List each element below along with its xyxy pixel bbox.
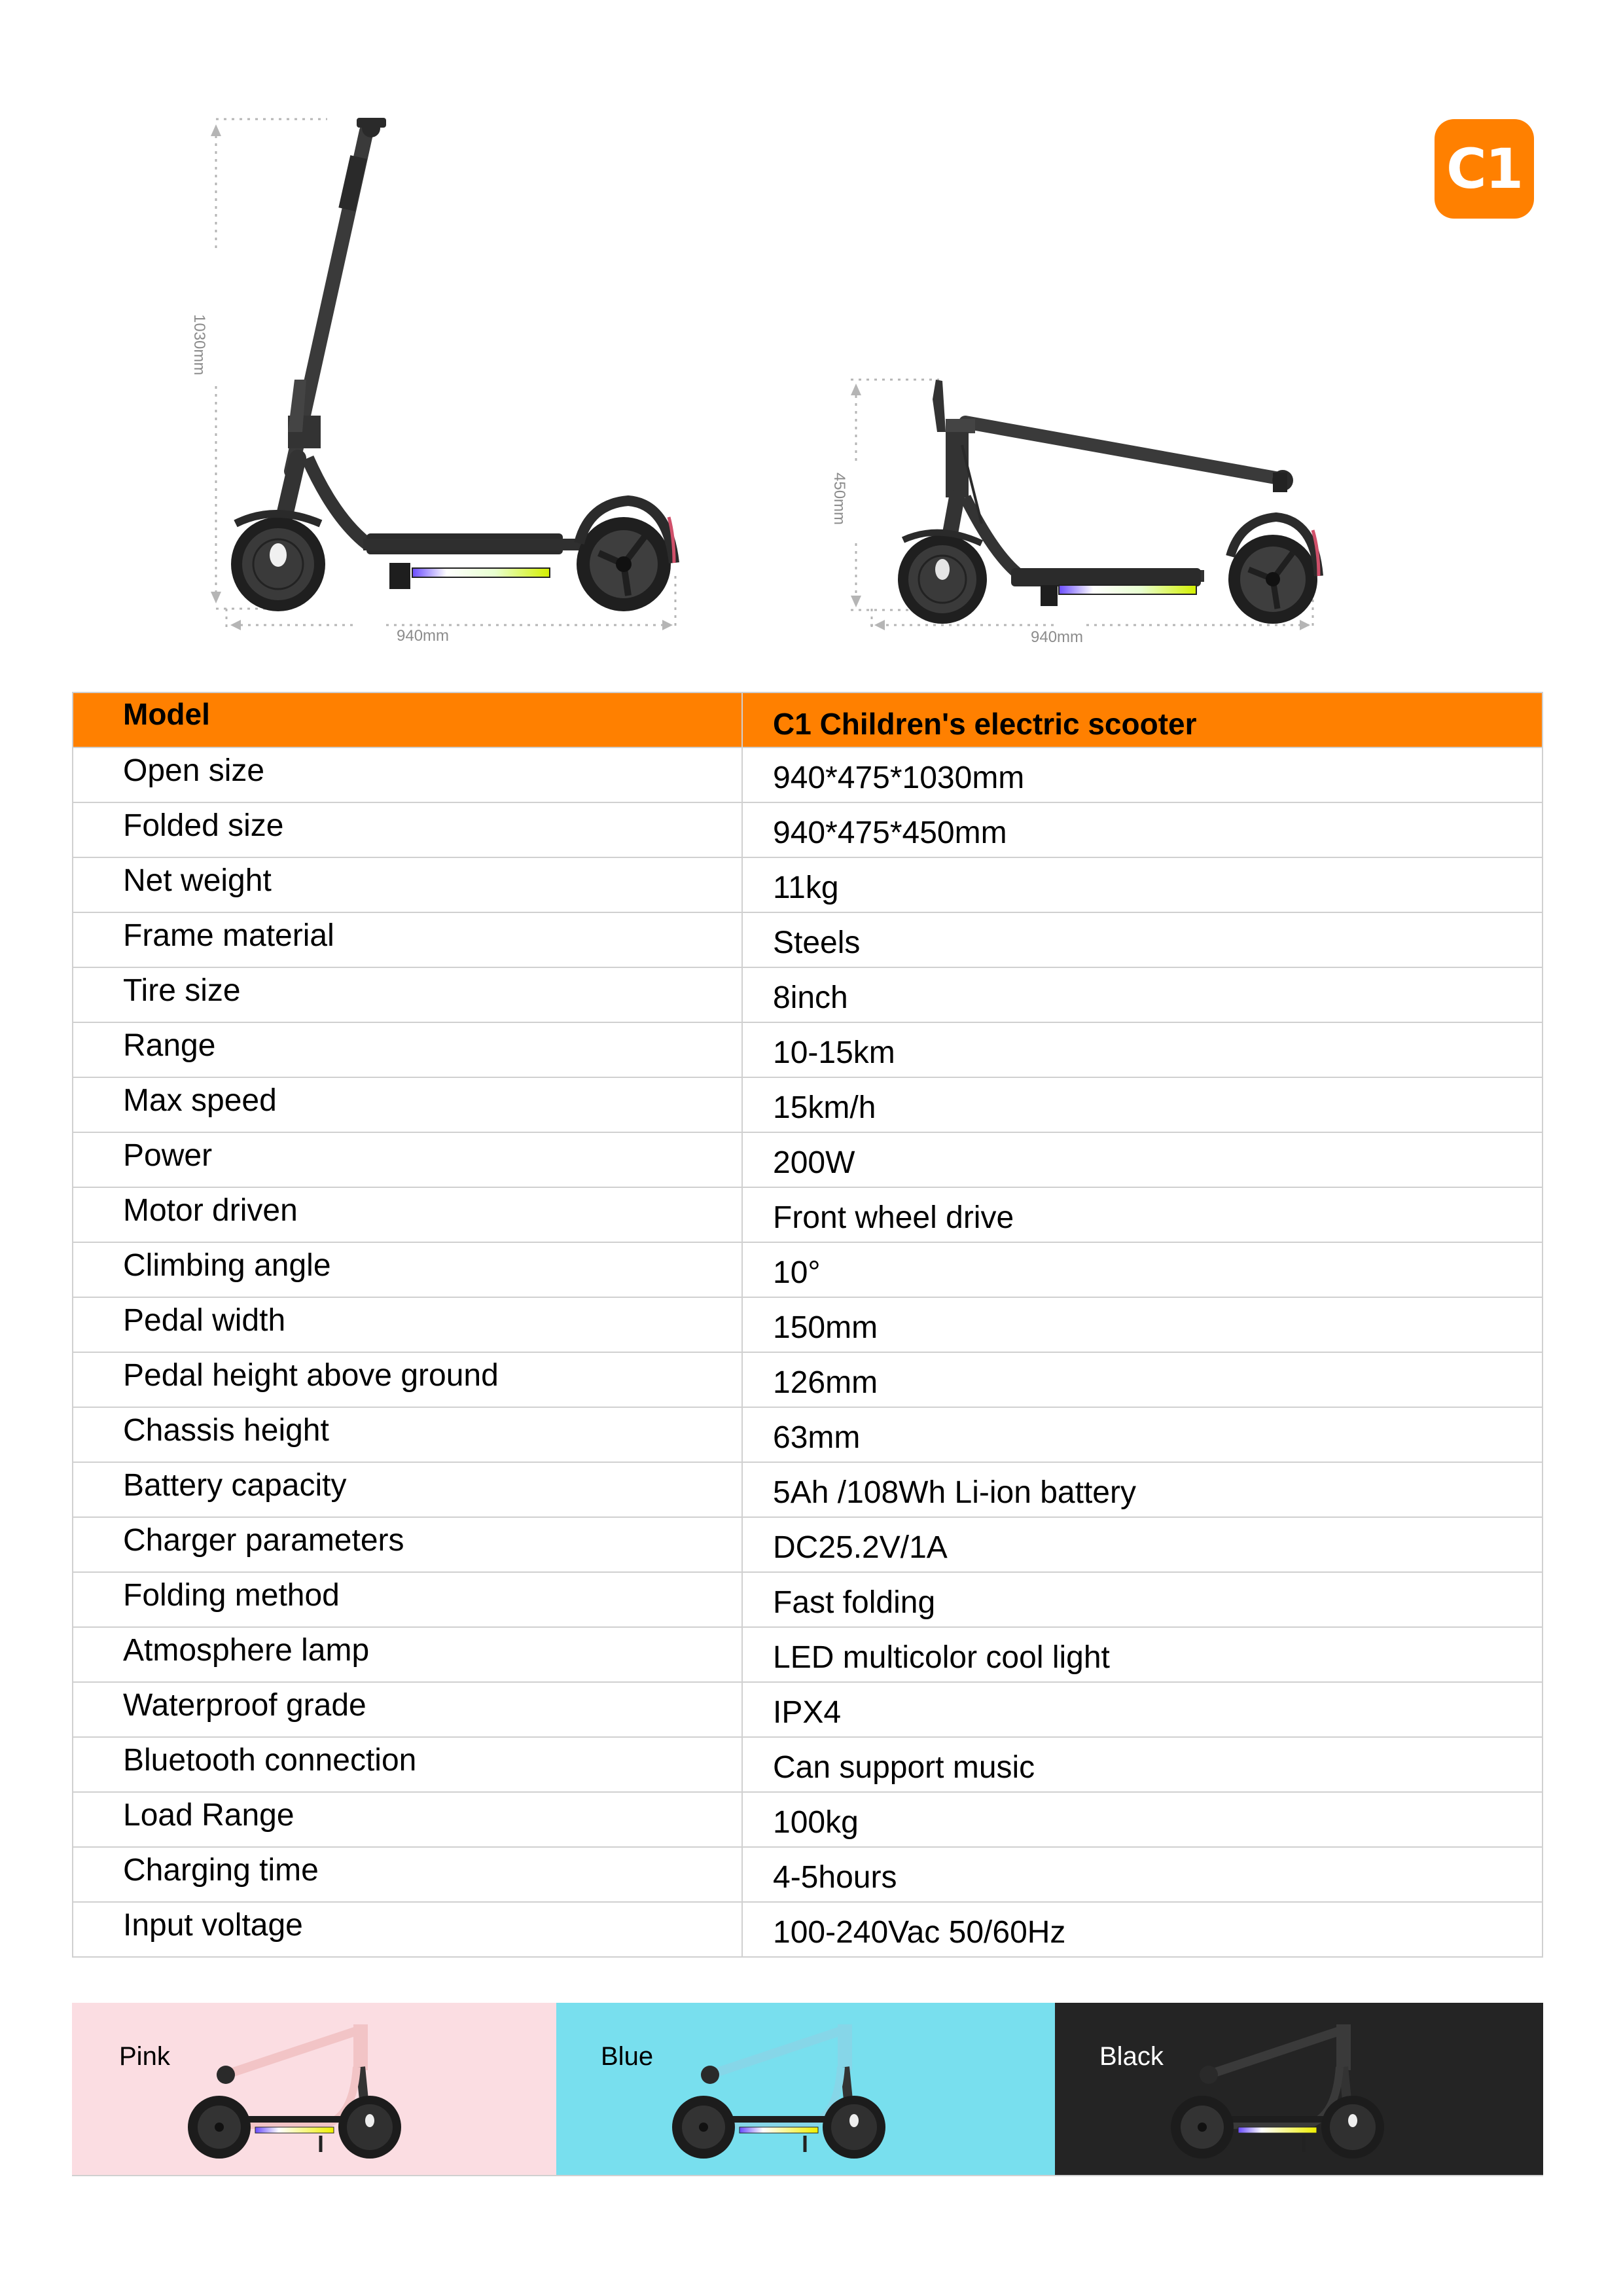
spec-label: Net weight — [123, 863, 272, 898]
spec-row — [73, 1132, 1543, 1187]
spec-label: Climbing angle — [123, 1248, 331, 1283]
spec-row — [73, 1572, 1543, 1627]
spec-value: Fast folding — [773, 1585, 936, 1620]
spec-value: DC25.2V/1A — [773, 1530, 948, 1565]
spec-label: Folded size — [123, 808, 284, 843]
spec-value-cell — [742, 1297, 1543, 1352]
spec-label-cell — [73, 1792, 742, 1847]
spec-table-header — [73, 692, 1543, 747]
folded-scooter-diagram — [785, 327, 1342, 655]
spec-row — [73, 1627, 1543, 1682]
spec-label: Bluetooth connection — [123, 1743, 417, 1778]
unfolded-height-label: 1030mm — [190, 314, 208, 376]
spec-row — [73, 1242, 1543, 1297]
spec-label-cell — [73, 747, 742, 802]
spec-label: Power — [123, 1138, 213, 1173]
spec-label-cell — [73, 1132, 742, 1187]
model-badge — [1435, 119, 1534, 219]
spec-value: 940*475*450mm — [773, 816, 1007, 850]
spec-value: Front wheel drive — [773, 1200, 1014, 1235]
header-value: C1 Children's electric scooter — [773, 707, 1197, 741]
spec-value: 63mm — [773, 1420, 861, 1455]
spec-value: 940*475*1030mm — [773, 761, 1025, 795]
scooter-image — [154, 2008, 468, 2172]
spec-value-cell — [742, 1902, 1543, 1957]
folded-length-label: 940mm — [1031, 628, 1084, 646]
spec-value: 150mm — [773, 1310, 878, 1345]
spec-row — [73, 747, 1543, 802]
spec-label-cell — [73, 1517, 742, 1572]
color-label-black: Black — [1099, 2042, 1164, 2071]
spec-label-cell — [73, 1627, 742, 1682]
spec-value: 4-5hours — [773, 1860, 897, 1895]
spec-row — [73, 1297, 1543, 1352]
spec-label: Pedal height above ground — [123, 1358, 499, 1393]
spec-label: Frame material — [123, 918, 334, 953]
spec-label: Open size — [123, 753, 265, 788]
spec-value: 100kg — [773, 1805, 859, 1840]
spec-value-cell — [742, 1022, 1543, 1077]
spec-value-cell — [742, 747, 1543, 802]
spec-label-cell — [73, 1187, 742, 1242]
spec-label-cell — [73, 1297, 742, 1352]
spec-row — [73, 1517, 1543, 1572]
spec-value: 10° — [773, 1255, 821, 1290]
spec-row — [73, 1352, 1543, 1407]
spec-label-cell — [73, 1462, 742, 1517]
color-label-blue: Blue — [601, 2042, 654, 2071]
color-swatch-pink — [72, 2003, 556, 2175]
spec-row — [73, 802, 1543, 857]
spec-value-cell — [742, 1627, 1543, 1682]
spec-label: Waterproof grade — [123, 1688, 366, 1723]
spec-row — [73, 1902, 1543, 1957]
scooter-image — [638, 2008, 952, 2172]
spec-label: Input voltage — [123, 1908, 303, 1943]
spec-label: Chassis height — [123, 1413, 329, 1448]
spec-label: Charger parameters — [123, 1523, 404, 1558]
spec-value-cell — [742, 967, 1543, 1022]
header-label-cell — [73, 692, 742, 747]
spec-value-cell — [742, 1847, 1543, 1902]
spec-label: Battery capacity — [123, 1468, 347, 1503]
header-label: Model — [123, 697, 210, 731]
color-swatch-blue — [556, 2003, 1055, 2175]
spec-value: 10-15km — [773, 1035, 895, 1070]
spec-row — [73, 1022, 1543, 1077]
spec-row — [73, 1462, 1543, 1517]
spec-value: 11kg — [773, 870, 839, 905]
spec-label-cell — [73, 1407, 742, 1462]
spec-value: 200W — [773, 1145, 855, 1180]
spec-table — [72, 692, 1543, 1958]
spec-value-cell — [742, 912, 1543, 967]
spec-label: Folding method — [123, 1578, 340, 1613]
unfolded-scooter-diagram — [0, 0, 720, 655]
spec-value-cell — [742, 1737, 1543, 1792]
spec-value: 15km/h — [773, 1090, 876, 1125]
color-options — [72, 2003, 1543, 2176]
scooter-image — [1137, 2008, 1451, 2172]
spec-value-cell — [742, 1682, 1543, 1737]
spec-value: Can support music — [773, 1750, 1035, 1785]
color-swatch-black — [1055, 2003, 1543, 2175]
spec-row — [73, 1847, 1543, 1902]
spec-label: Charging time — [123, 1853, 319, 1888]
spec-label: Max speed — [123, 1083, 277, 1118]
spec-value-cell — [742, 1407, 1543, 1462]
spec-value-cell — [742, 1077, 1543, 1132]
spec-row — [73, 1187, 1543, 1242]
folded-scooter-image — [785, 327, 1342, 655]
spec-value: LED multicolor cool light — [773, 1640, 1110, 1675]
spec-value: 8inch — [773, 980, 848, 1015]
spec-row — [73, 857, 1543, 912]
spec-row — [73, 1682, 1543, 1737]
spec-value-cell — [742, 1462, 1543, 1517]
unfolded-scooter-image — [0, 0, 720, 655]
spec-label-cell — [73, 1847, 742, 1902]
spec-value-cell — [742, 802, 1543, 857]
spec-label: Atmosphere lamp — [123, 1633, 370, 1668]
spec-row — [73, 1407, 1543, 1462]
spec-label-cell — [73, 1077, 742, 1132]
spec-label-cell — [73, 1572, 742, 1627]
folded-height-label: 450mm — [830, 473, 848, 526]
model-badge-label: C1 — [1446, 137, 1523, 201]
spec-value-cell — [742, 1242, 1543, 1297]
color-label-pink: Pink — [119, 2042, 170, 2071]
spec-row — [73, 967, 1543, 1022]
spec-label: Range — [123, 1028, 216, 1063]
spec-value: 100-240Vac 50/60Hz — [773, 1915, 1066, 1950]
spec-value-cell — [742, 1792, 1543, 1847]
spec-label: Load Range — [123, 1798, 294, 1833]
spec-value: Steels — [773, 925, 861, 960]
spec-label-cell — [73, 1682, 742, 1737]
spec-label-cell — [73, 1242, 742, 1297]
spec-label: Pedal width — [123, 1303, 286, 1338]
unfolded-length-label: 940mm — [397, 627, 450, 645]
spec-value-cell — [742, 1352, 1543, 1407]
spec-label-cell — [73, 1022, 742, 1077]
spec-value-cell — [742, 1187, 1543, 1242]
spec-label-cell — [73, 1902, 742, 1957]
spec-value: 126mm — [773, 1365, 878, 1400]
spec-row — [73, 912, 1543, 967]
spec-label: Motor driven — [123, 1193, 298, 1228]
spec-value: 5Ah /108Wh Li-ion battery — [773, 1475, 1136, 1510]
spec-value-cell — [742, 1517, 1543, 1572]
spec-value-cell — [742, 1572, 1543, 1627]
spec-row — [73, 1077, 1543, 1132]
spec-label-cell — [73, 1737, 742, 1792]
spec-label-cell — [73, 857, 742, 912]
spec-label-cell — [73, 912, 742, 967]
spec-label-cell — [73, 802, 742, 857]
header-value-cell — [742, 692, 1543, 747]
spec-label-cell — [73, 967, 742, 1022]
spec-row — [73, 1792, 1543, 1847]
spec-label: Tire size — [123, 973, 241, 1008]
spec-label-cell — [73, 1352, 742, 1407]
spec-value-cell — [742, 1132, 1543, 1187]
spec-row — [73, 1737, 1543, 1792]
spec-value-cell — [742, 857, 1543, 912]
spec-value: IPX4 — [773, 1695, 842, 1730]
